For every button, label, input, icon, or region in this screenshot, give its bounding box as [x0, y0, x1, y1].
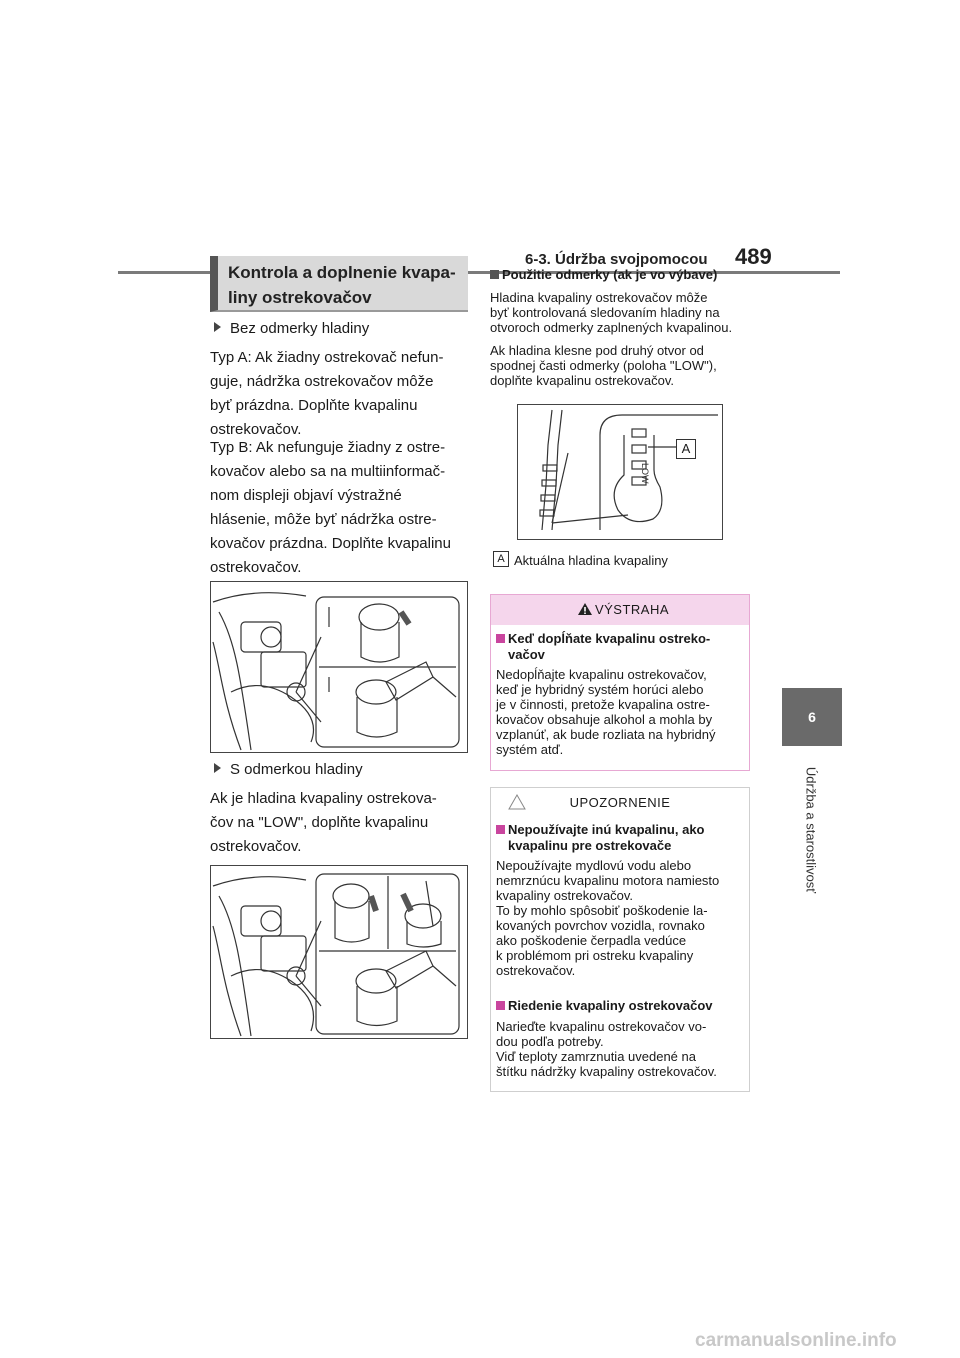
page-number: 489	[735, 244, 772, 269]
chapter-label-wrap	[799, 760, 823, 900]
notice-item1-text: Nepoužívajte mydlovú vodu alebo nemrznúcu kvapalinu motora namiesto kvapaliny ostrekovačov. To by mohlo spôsobiť poškodenie la- kovaných povrchov vozidla, rovnako ako poškodenie čerpadla vedúce k problémom pri ostreku kvapaliny ostrekovačov.	[496, 858, 720, 978]
bullet-no-dipstick: Bez odmerky hladiny	[214, 317, 369, 341]
notice-header	[491, 788, 749, 818]
chapter-number: 6	[808, 709, 816, 725]
square-bullet-icon	[490, 270, 499, 279]
caution-triangle-icon	[508, 794, 526, 810]
triangle-bullet-icon	[214, 763, 221, 773]
chapter-tab	[782, 688, 842, 746]
notice-title: UPOZORNENIE	[569, 795, 671, 810]
dipstick-paragraph-2: Ak hladina klesne pod druhý otvor od spodnej časti odmerky (poloha "LOW"), doplňte kvapalinu ostrekovačov.	[490, 343, 717, 388]
notice-item1-title: Nepoužívajte inú kvapalinu, ako kvapalinu pre ostrekovače	[496, 822, 705, 854]
triangle-bullet-icon	[214, 322, 221, 332]
square-bullet-icon	[496, 825, 505, 834]
warning-item-title: Keď dopĺňate kvapalinu ostreko- vačov	[496, 631, 710, 663]
section-title: 6-3. Údržba svojpomocou	[525, 251, 708, 268]
warning-title: VÝSTRAHA	[594, 602, 670, 617]
legend-key-a: A	[493, 551, 509, 567]
engine-bay-figure-1	[210, 581, 468, 753]
engine-bay-figure-2	[210, 865, 468, 1039]
chapter-label: Údržba a starostlivosť	[803, 766, 819, 894]
engine-bay-dipstick-illustration	[211, 866, 467, 1038]
dipstick-figure	[517, 404, 723, 540]
dipstick-low-label: LOW	[640, 463, 650, 484]
notice-box	[490, 787, 750, 1092]
notice-item2-text: Narieďte kvapalinu ostrekovačov vo- dou podľa potreby. Viď teploty zamrznutia uvedené na štítku nádržky kvapaliny ostrekovačov.	[496, 1019, 717, 1079]
watermark: carmanualsonline.info	[695, 1330, 897, 1351]
paragraph-low-level: Ak je hladina kvapaliny ostrekova- čov na "LOW", doplňte kvapalinu ostrekovačov.	[210, 790, 437, 855]
warning-item-text: Nedopĺňajte kvapalinu ostrekovačov, keď je hybridný systém horúci alebo je v činnosti, pretože kvapalina ostre- kovačov obsahuje alkohol a mohla by vzplanúť, ak bude rozliata na hybridný systém atď.	[496, 667, 716, 757]
topic-title: Kontrola a doplnenie kvapa- liny ostrekovačov	[228, 263, 456, 307]
engine-bay-illustration	[211, 582, 467, 752]
square-bullet-icon	[496, 1001, 505, 1010]
legend-text: Aktuálna hladina kvapaliny	[514, 553, 668, 568]
dipstick-illustration	[518, 405, 722, 539]
paragraph-type-b: Typ B: Ak nefunguje žiadny z ostre- kovačov alebo sa na multiinformač- nom displeji objaví výstražné hlásenie, môže byť nádržka ostre- kovačov prázdna. Doplňte kvapalinu ostrekovačov.	[210, 439, 451, 576]
warning-box	[490, 594, 750, 771]
callout-a: A	[676, 439, 696, 459]
square-bullet-icon	[496, 634, 505, 643]
dipstick-paragraph-1: Hladina kvapaliny ostrekovačov môže byť kontrolovaná sledovaním hladiny na otvoroch odmerky zaplnených kvapalinou.	[490, 290, 733, 335]
warning-header	[491, 595, 749, 625]
topic-heading-box	[210, 256, 468, 312]
paragraph-type-a: Typ A: Ak žiadny ostrekovač nefun- guje, nádržka ostrekovačov môže byť prázdna. Doplňte kvapalinu ostrekovačov.	[210, 349, 444, 438]
dipstick-section-heading: Použitie odmerky (ak je vo výbave)	[490, 267, 717, 283]
bullet-with-dipstick: S odmerkou hladiny	[214, 758, 363, 782]
notice-item2-title: Riedenie kvapaliny ostrekovačov	[496, 998, 712, 1014]
warning-triangle-icon	[577, 602, 593, 616]
